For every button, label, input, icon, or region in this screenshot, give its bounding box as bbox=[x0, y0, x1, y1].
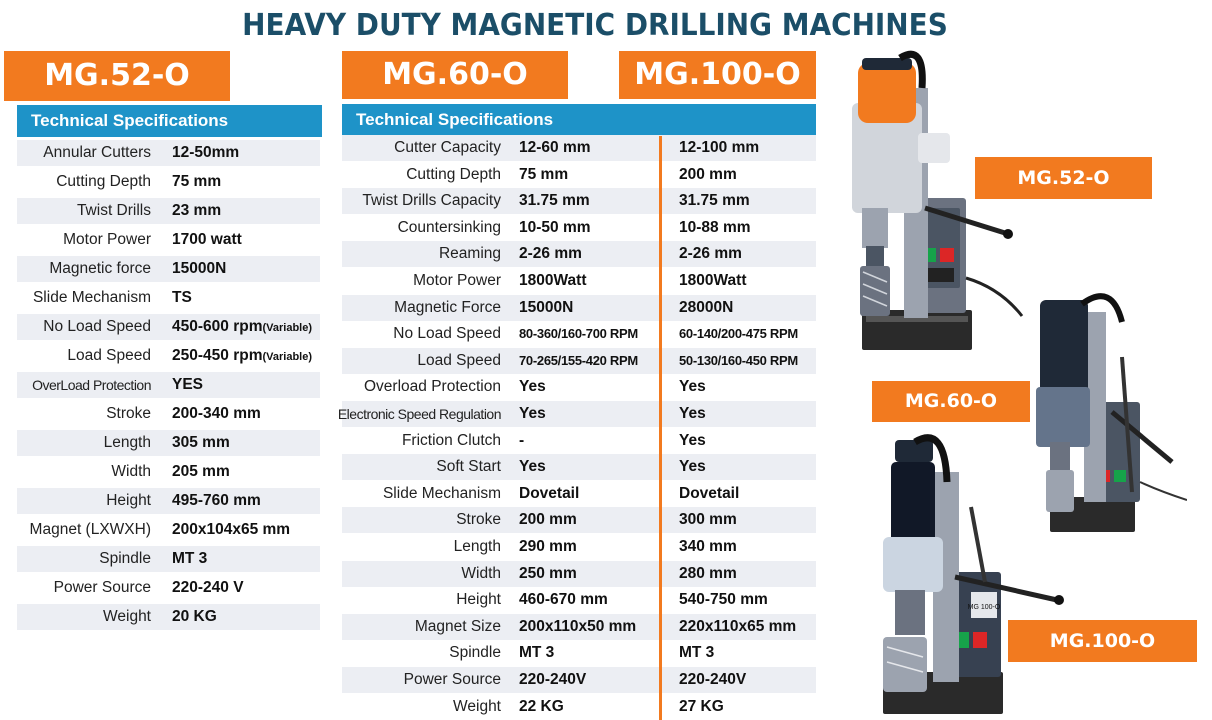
table-row bbox=[337, 401, 816, 427]
spec-value-text: 200-340 mm bbox=[172, 405, 261, 422]
spec-value-mg60: MT 3 bbox=[519, 644, 555, 662]
spec-label: Power Source bbox=[53, 579, 151, 596]
spec-label: Magnetic Force bbox=[394, 298, 501, 316]
spec-value bbox=[172, 198, 221, 224]
spec-value-mg100: Dovetail bbox=[679, 484, 740, 502]
spec-label: No Load Speed bbox=[393, 325, 501, 343]
spec-label: Width bbox=[111, 463, 151, 480]
spec-header-mg60-mg100: Technical Specifications bbox=[342, 104, 816, 136]
spec-value-mg100: 200 mm bbox=[679, 165, 737, 183]
spec-value-mg100: 31.75 mm bbox=[679, 192, 750, 210]
spec-label: No Load Speed bbox=[43, 318, 151, 335]
spec-header-mg52: Technical Specifications bbox=[17, 105, 322, 137]
spec-value-mg100: 300 mm bbox=[679, 511, 737, 529]
spec-label: OverLoad Protection bbox=[32, 377, 151, 393]
spec-label: Cutting Depth bbox=[406, 165, 501, 183]
table-row bbox=[342, 374, 816, 400]
mg100-machine-image bbox=[875, 432, 1065, 717]
spec-label: Overload Protection bbox=[364, 378, 501, 396]
spec-label: Power Source bbox=[403, 671, 501, 688]
spec-value-text: 205 mm bbox=[172, 463, 230, 480]
table-row bbox=[342, 162, 816, 188]
spec-value-text: 15000N bbox=[172, 260, 227, 277]
table-row bbox=[342, 268, 816, 294]
spec-value-mg60: 200 mm bbox=[519, 511, 577, 529]
spec-value-mg100: 10-88 mm bbox=[679, 218, 751, 236]
table-row bbox=[342, 640, 816, 666]
spec-value-mg100: Yes bbox=[679, 458, 706, 476]
spec-value bbox=[172, 517, 290, 543]
table-row bbox=[342, 614, 816, 640]
spec-label: Weight bbox=[453, 697, 501, 715]
spec-value-mg60: 12-60 mm bbox=[519, 139, 591, 156]
mg52-machine-image bbox=[830, 48, 1025, 358]
table-row bbox=[17, 401, 320, 427]
spec-label: Motor Power bbox=[413, 272, 501, 289]
spec-value-mg60: Dovetail bbox=[519, 484, 580, 502]
spec-value-mg60: Yes bbox=[519, 405, 546, 422]
table-row bbox=[342, 694, 816, 720]
spec-label: Height bbox=[106, 492, 151, 509]
spec-table-mg52 bbox=[17, 0, 322, 720]
spec-value-mg100: 60-140/200-475 RPM bbox=[679, 326, 798, 342]
spec-value-text: 12-50mm bbox=[172, 144, 240, 161]
mg52-callout-label: MG.52-O bbox=[975, 157, 1152, 199]
spec-label: Length bbox=[453, 538, 501, 555]
table-row bbox=[342, 534, 816, 560]
table-row bbox=[17, 256, 320, 282]
spec-value-mg60: 15000N bbox=[519, 298, 574, 316]
spec-value bbox=[172, 546, 207, 572]
spec-value bbox=[172, 314, 312, 341]
mg100-panel-label: MG 100-O bbox=[967, 604, 1001, 611]
spec-value-mg100: MT 3 bbox=[679, 644, 715, 662]
spec-label: Soft Start bbox=[436, 458, 501, 476]
table-row bbox=[17, 314, 320, 340]
table-row bbox=[342, 481, 816, 507]
spec-value-mg60: Yes bbox=[519, 458, 546, 476]
spec-value-text: 305 mm bbox=[172, 434, 230, 451]
spec-label: Spindle bbox=[99, 550, 151, 567]
spec-value bbox=[172, 430, 230, 456]
spec-value-mg100: 540-750 mm bbox=[679, 591, 768, 609]
spec-label: Width bbox=[461, 564, 501, 582]
spec-value-mg60: 22 KG bbox=[519, 697, 564, 715]
table-row bbox=[342, 241, 816, 267]
spec-value-mg60: 2-26 mm bbox=[519, 245, 582, 263]
spec-value-text: 450-600 rpm bbox=[172, 318, 263, 335]
spec-value-mg60: 75 mm bbox=[519, 165, 569, 183]
spec-label: Magnet (LXWXH) bbox=[29, 521, 151, 538]
table-row bbox=[342, 667, 816, 693]
spec-value bbox=[172, 575, 244, 601]
spec-value-mg60: Yes bbox=[519, 378, 546, 396]
spec-label: Magnetic force bbox=[49, 260, 151, 277]
table-row bbox=[17, 430, 320, 456]
mg60-callout-label: MG.60-O bbox=[872, 381, 1030, 422]
spec-value-mg60: 200x110x50 mm bbox=[519, 617, 637, 635]
table-row bbox=[17, 285, 320, 311]
spec-label: Load Speed bbox=[417, 351, 501, 369]
table-row bbox=[342, 215, 816, 241]
spec-value-text: 1700 watt bbox=[172, 231, 242, 248]
spec-value bbox=[172, 401, 261, 427]
spec-value bbox=[172, 343, 312, 370]
spec-value-mg60: 220-240V bbox=[519, 671, 587, 688]
spec-value-mg60: - bbox=[519, 431, 525, 449]
table-row bbox=[342, 321, 816, 347]
table-row bbox=[342, 295, 816, 321]
spec-label: Magnet Size bbox=[414, 617, 501, 635]
spec-label: Reaming bbox=[438, 245, 501, 263]
table-row bbox=[17, 575, 320, 601]
spec-value-note: (Variable) bbox=[262, 322, 313, 334]
spec-value-mg60: 31.75 mm bbox=[519, 192, 590, 210]
spec-value-text: 220-240 V bbox=[172, 579, 244, 596]
spec-value-text: 495-760 mm bbox=[172, 492, 261, 509]
mg100-callout-label: MG.100-O bbox=[1008, 620, 1197, 662]
spec-value-mg60: 250 mm bbox=[519, 564, 577, 582]
table-row bbox=[17, 517, 320, 543]
spec-value bbox=[172, 372, 203, 398]
spec-value bbox=[172, 169, 221, 195]
spec-value-note: (Variable) bbox=[262, 351, 313, 363]
spec-value-mg100: 220x110x65 mm bbox=[679, 617, 797, 635]
table-row bbox=[17, 169, 320, 195]
table-row bbox=[342, 454, 816, 480]
table-row bbox=[17, 198, 320, 224]
table-row bbox=[17, 459, 320, 485]
spec-value-text: MT 3 bbox=[172, 550, 208, 567]
table-row bbox=[17, 604, 320, 630]
spec-value-mg100: 340 mm bbox=[679, 538, 737, 555]
spec-value-mg100: 2-26 mm bbox=[679, 245, 742, 263]
spec-label: Spindle bbox=[449, 644, 501, 662]
spec-value-mg100: 280 mm bbox=[679, 564, 737, 582]
spec-value bbox=[172, 227, 242, 253]
spec-value-text: TS bbox=[172, 289, 192, 306]
table-row bbox=[342, 348, 816, 374]
spec-label: Motor Power bbox=[63, 231, 151, 248]
spec-table-mg60-mg100 bbox=[337, 0, 816, 720]
spec-value-mg100: Yes bbox=[679, 378, 706, 396]
table-row bbox=[342, 587, 816, 613]
spec-value-text: YES bbox=[172, 376, 204, 393]
spec-value-text: 23 mm bbox=[172, 202, 222, 219]
table-row bbox=[17, 488, 320, 514]
spec-value-text: 75 mm bbox=[172, 173, 222, 190]
spec-label: Annular Cutters bbox=[43, 144, 151, 161]
spec-value-mg60: 460-670 mm bbox=[519, 591, 608, 609]
spec-label: Twist Drills bbox=[76, 202, 151, 219]
spec-value-mg60: 10-50 mm bbox=[519, 218, 591, 236]
spec-value-mg100: Yes bbox=[679, 405, 706, 422]
spec-value-mg60: 1800Watt bbox=[519, 272, 587, 289]
spec-value bbox=[172, 488, 261, 514]
spec-label: Stroke bbox=[456, 511, 501, 529]
table-row bbox=[17, 140, 320, 166]
spec-label: Length bbox=[103, 434, 151, 451]
spec-label: Twist Drills Capacity bbox=[362, 192, 501, 210]
spec-value bbox=[172, 285, 192, 311]
spec-label: Electronic Speed Regulation bbox=[337, 406, 501, 422]
model-tab-mg52: MG.52-O bbox=[4, 51, 230, 101]
spec-value bbox=[172, 604, 217, 630]
spec-value bbox=[172, 140, 239, 166]
spec-label: Friction Clutch bbox=[401, 431, 501, 449]
spec-label: Cutting Depth bbox=[56, 173, 151, 190]
table-row bbox=[342, 428, 816, 454]
page-title: HEAVY DUTY MAGNETIC DRILLING MACHINES bbox=[242, 8, 948, 43]
spec-value-text: 200x104x65 mm bbox=[172, 521, 291, 538]
table-row bbox=[17, 343, 320, 369]
column-divider bbox=[659, 136, 662, 720]
spec-value-mg100: 27 KG bbox=[679, 697, 724, 715]
spec-value-text: 250-450 rpm bbox=[172, 347, 263, 364]
spec-value-mg60: 70-265/155-420 RPM bbox=[519, 352, 638, 368]
spec-value-mg100: 1800Watt bbox=[679, 272, 747, 289]
spec-value-mg100: Yes bbox=[679, 431, 706, 449]
model-tab-mg100: MG.100-O bbox=[619, 51, 816, 99]
table-row bbox=[342, 135, 816, 161]
spec-label: Weight bbox=[103, 608, 151, 625]
table-row bbox=[17, 546, 320, 572]
spec-value-mg100: 220-240V bbox=[679, 671, 747, 688]
model-tab-mg60: MG.60-O bbox=[342, 51, 568, 99]
spec-label: Slide Mechanism bbox=[32, 289, 151, 306]
spec-value bbox=[172, 256, 226, 282]
spec-label: Stroke bbox=[106, 405, 151, 422]
table-row bbox=[17, 227, 320, 253]
table-row bbox=[342, 507, 816, 533]
spec-label: Load Speed bbox=[67, 347, 151, 364]
spec-value-mg60: 80-360/160-700 RPM bbox=[519, 326, 638, 342]
spec-label: Height bbox=[456, 591, 501, 609]
table-row bbox=[342, 188, 816, 214]
spec-label: Countersinking bbox=[397, 218, 501, 236]
spec-value-mg100: 12-100 mm bbox=[679, 139, 760, 156]
table-row bbox=[17, 372, 320, 398]
table-row bbox=[342, 561, 816, 587]
spec-label: Cutter Capacity bbox=[394, 139, 501, 156]
spec-value-mg60: 290 mm bbox=[519, 538, 577, 555]
spec-value-mg100: 28000N bbox=[679, 298, 734, 316]
spec-label: Slide Mechanism bbox=[382, 484, 501, 502]
spec-value bbox=[172, 459, 230, 485]
spec-value-text: 20 KG bbox=[172, 608, 217, 625]
spec-value-mg100: 50-130/160-450 RPM bbox=[679, 352, 798, 368]
